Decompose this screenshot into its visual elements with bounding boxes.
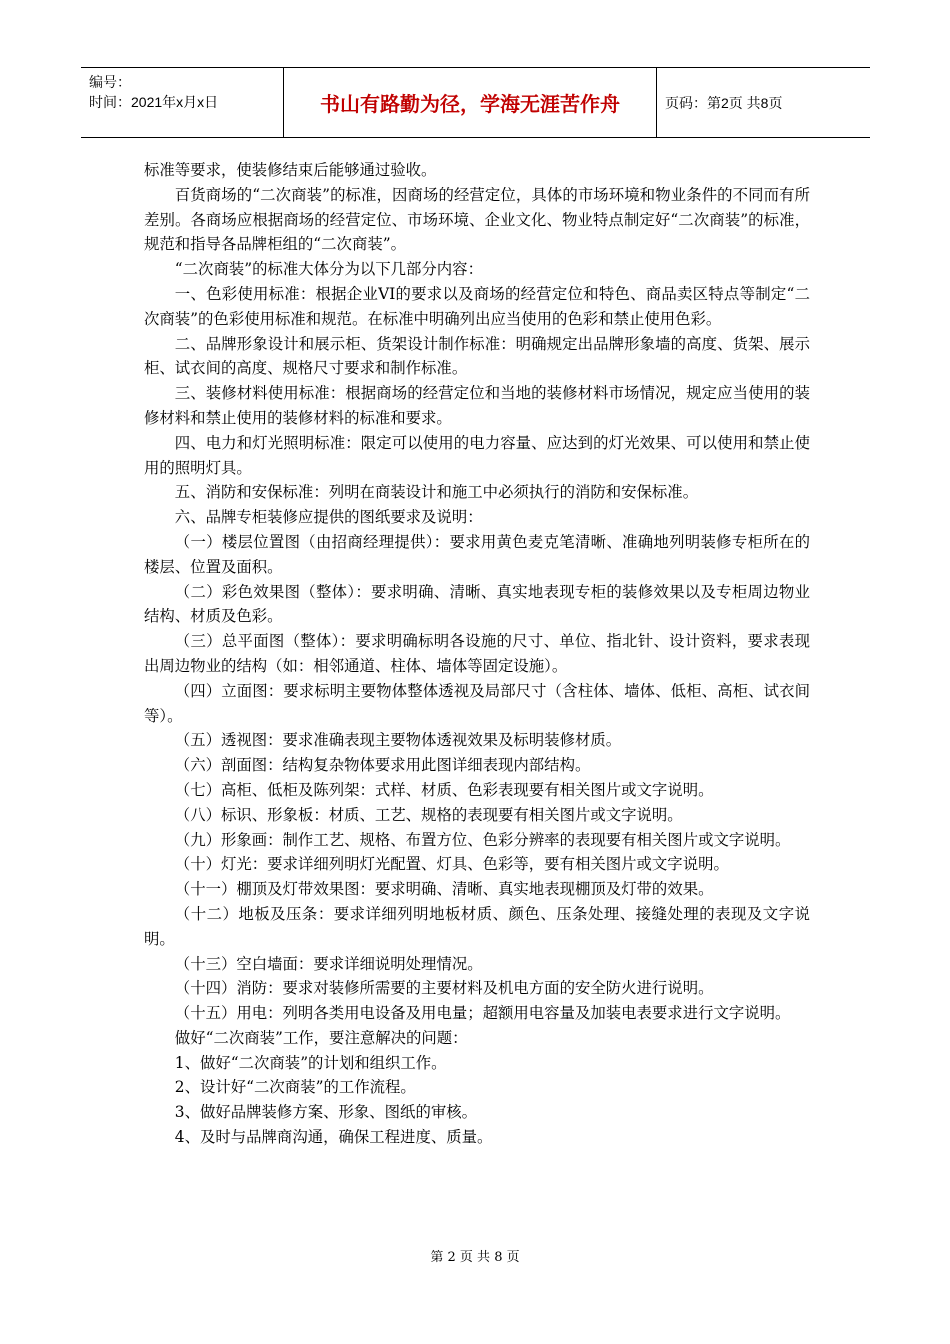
body-paragraph: 百货商场的“二次商装”的标准，因商场的经营定位，具体的市场环境和物业条件的不同而有所差别。各商场应根据商场的经营定位、市场环境、企业文化、物业特点制定好“二次商装”的标准，规范和指导各品牌柜组的“二次商装”。 [144, 185, 810, 254]
body-paragraph: 二、品牌形象设计和展示柜、货架设计制作标准：明确规定出品牌形象墙的高度、货架、展示柜、试衣间的高度、规格尺寸要求和制作标准。 [144, 334, 810, 378]
body-paragraph: （十二）地板及压条：要求详细列明地板材质、颜色、压条处理、接缝处理的表现及文字说明。 [144, 904, 810, 948]
body-paragraph: （十一）棚顶及灯带效果图：要求明确、清晰、真实地表现棚顶及灯带的效果。 [174, 880, 714, 899]
body-paragraph: （九）形象画：制作工艺、规格、布置方位、色彩分辨率的表现要有相关图片或文字说明。 [174, 830, 791, 849]
body-paragraph: 2、设计好“二次商装”的工作流程。 [174, 1078, 416, 1097]
body-paragraph: （四）立面图：要求标明主要物体整体透视及局部尺寸（含柱体、墙体、低柜、高柜、试衣间等）。 [144, 681, 810, 725]
body-paragraph: （十）灯光：要求详细列明灯光配置、灯具、色彩等，要有相关图片或文字说明。 [174, 855, 729, 874]
body-paragraph: （十四）消防：要求对装修所需要的主要材料及机电方面的安全防火进行说明。 [174, 979, 714, 998]
body-paragraph: 1、做好“二次商装”的计划和组织工作。 [174, 1053, 447, 1072]
header-page-info: 页码：第2页 共8页 [665, 94, 783, 111]
body-paragraph: （八）标识、形象板：材质、工艺、规格的表现要有相关图片或文字说明。 [174, 805, 683, 824]
body-paragraph: 一、色彩使用标准：根据企业VI的要求以及商场的经营定位和特色、商品卖区特点等制定“二次商装”的色彩使用标准和规范。在标准中明确列出应当使用的色彩和禁止使用色彩。 [144, 284, 810, 328]
body-paragraph: （一）楼层位置图（由招商经理提供）：要求用黄色麦克笔清晰、准确地列明装修专柜所在的楼层、位置及面积。 [144, 532, 810, 576]
body-paragraph: （七）高柜、低柜及陈列架：式样、材质、色彩表现要有相关图片或文字说明。 [174, 780, 714, 799]
header-motto: 书山有路勤为径，学海无涯苦作舟 [284, 68, 657, 137]
body-paragraph: （六）剖面图：结构复杂物体要求用此图详细表现内部结构。 [174, 756, 591, 775]
body-paragraph: 四、电力和灯光照明标准：限定可以使用的电力容量、应达到的灯光效果、可以使用和禁止使用的照明灯具。 [144, 433, 810, 477]
header-left-cell [81, 68, 284, 137]
body-paragraph: 4、及时与品牌商沟通，确保工程进度、质量。 [174, 1128, 493, 1147]
body-paragraph: 3、做好品牌装修方案、形象、图纸的审核。 [174, 1103, 478, 1122]
page-header [81, 67, 870, 138]
body-paragraph: （五）透视图：要求准确表现主要物体透视效果及标明装修材质。 [174, 731, 622, 750]
body-paragraph: （二）彩色效果图（整体）：要求明确、清晰、真实地表现专柜的装修效果以及专柜周边物业结构、材质及色彩。 [144, 582, 810, 626]
body-paragraph: 标准等要求，使装修结束后能够通过验收。 [144, 161, 437, 179]
page-footer: 第 2 页 共 8 页 [430, 1250, 520, 1265]
body-paragraph: 五、消防和安保标准：列明在商装设计和施工中必须执行的消防和安保标准。 [174, 483, 699, 502]
body-paragraph: “二次商装”的标准大体分为以下几部分内容： [174, 260, 483, 279]
time-label: 时间：2021年x月x日 [89, 94, 219, 110]
body-paragraph: 六、品牌专柜装修应提供的图纸要求及说明： [174, 508, 483, 527]
body-paragraph: 做好“二次商装”工作，要注意解决的问题： [174, 1028, 468, 1047]
document-body [144, 158, 810, 1150]
serial-label: 编号： [89, 74, 131, 90]
body-paragraph: （十三）空白墙面：要求详细说明处理情况。 [174, 954, 483, 973]
body-paragraph: 三、装修材料使用标准：根据商场的经营定位和当地的装修材料市场情况，规定应当使用的装修材料和禁止使用的装修材料的标准和要求。 [144, 384, 810, 427]
body-paragraph: （三）总平面图（整体）：要求明确标明各设施的尺寸、单位、指北针、设计资料，要求表现出周边物业的结构（如：相邻通道、柱体、墙体等固定设施）。 [144, 632, 810, 675]
body-paragraph: （十五）用电：列明各类用电设备及用电量；超额用电容量及加装电表要求进行文字说明。 [174, 1004, 791, 1023]
